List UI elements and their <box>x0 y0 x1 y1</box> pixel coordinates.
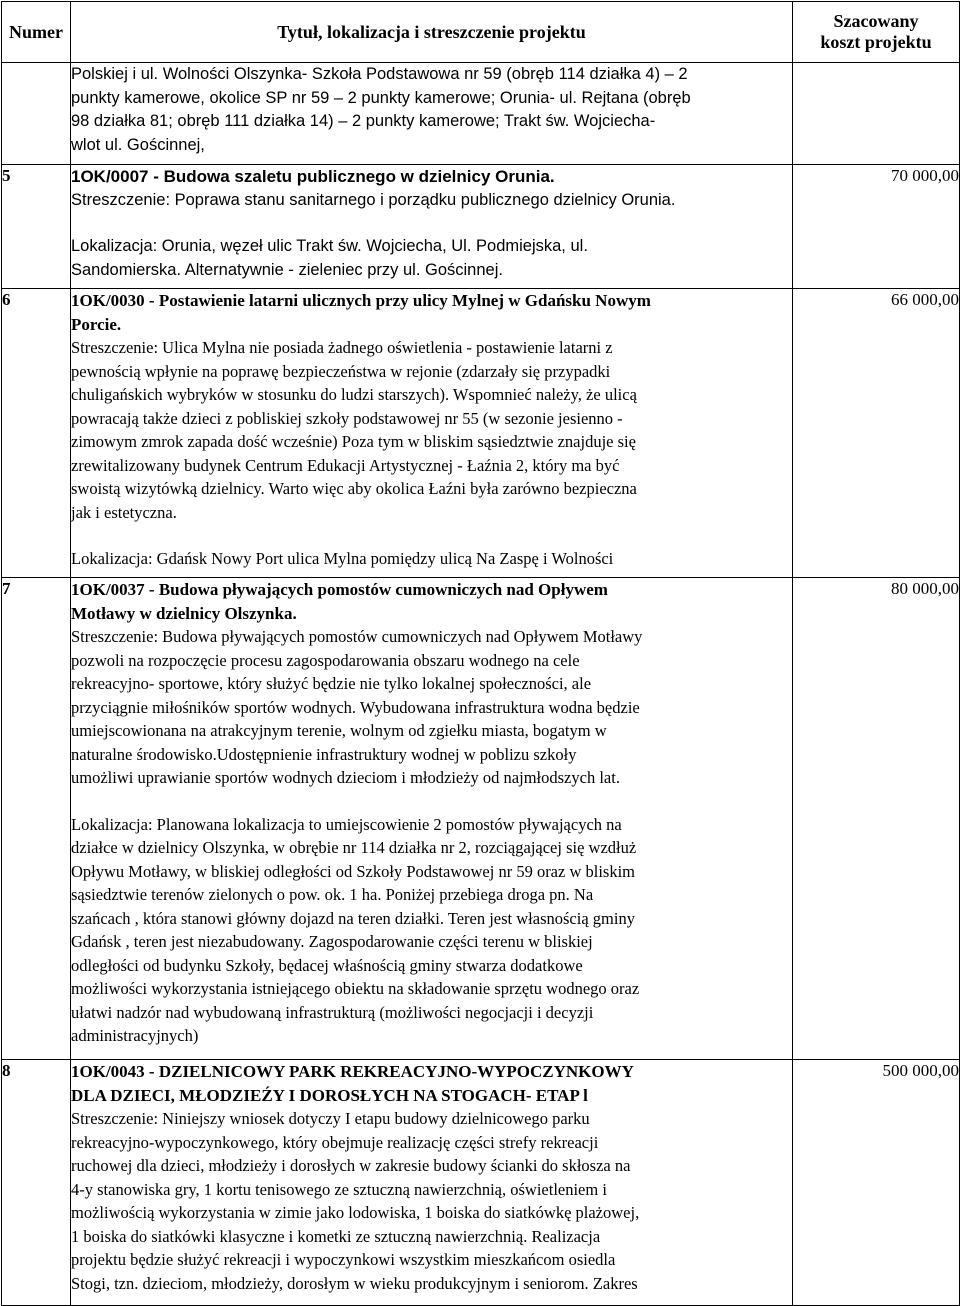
row-number: 6 <box>2 289 71 578</box>
project-location: Lokalizacja: Planowana lokalizacja to umiejscowienie 2 pomostów pływających na <box>71 814 622 834</box>
table-row <box>2 165 960 289</box>
project-location: Lokalizacja: Gdańsk Nowy Port ulica Mylna pomiędzy ulicą Na Zaspę i Wolności <box>71 549 614 568</box>
project-summary: Streszczenie: Ulica Mylna nie posiada żadnego oświetlenia - postawienie latarni z <box>71 338 613 357</box>
row-cost: 500 000,00 <box>793 1060 960 1306</box>
project-summary: umiejscowionana na atrakcyjnym terenie, wolnym od zgiełku miasta, bogatym w <box>71 721 607 740</box>
project-summary: Streszczenie: Poprawa stanu sanitarnego i porządku publicznego dzielnicy Orunia. <box>71 190 676 209</box>
project-summary: umożliwi uprawianie sportów wodnych dzieciom i młodzieży od najmłodszych lat. <box>71 768 620 787</box>
table-row <box>2 289 960 578</box>
row-text-cell <box>71 165 793 289</box>
project-summary: ruchowej dla dzieci, młodzieży i dorosłych w zakresie budowy ścianki do skłosza na <box>71 1156 631 1175</box>
project-summary: rekreacyjno- sportowe, który służyć będzie nie tylko lokalnej społeczności, ale <box>71 674 592 693</box>
project-summary: Streszczenie: Budowa pływających pomostów cumowniczych nad Opływem Motławy <box>71 627 643 646</box>
header-title: Tytuł, lokalizacja i streszczenie projektu <box>71 2 793 63</box>
project-title: 1OK/0037 - Budowa pływających pomostów cumowniczych nad Opływem <box>71 580 608 599</box>
project-summary: Stogi, tzn. dzieciom, młodzieży, dorosłym w wieku produkcyjnym i seniorom. Zakres <box>71 1273 638 1293</box>
project-summary: 1 boiska do siatkówki klasyczne i kometki ze sztuczną nawierzchnią. Realizacja <box>71 1226 601 1246</box>
row-cost: 70 000,00 <box>793 165 960 289</box>
project-summary: pozwoli na rozpoczęcie procesu zagospodarowania obszaru wodnego na cele <box>71 650 580 670</box>
row-cost-cell <box>793 63 960 165</box>
project-summary: chuligańskich wybryków w stosunku do ludzi starszych). Wspomnieć należy, że ulicą <box>71 385 637 404</box>
project-summary: 4-y stanowiska gry, 1 kortu tenisowego ze sztuczną nawierzchnią, oświetleniem i <box>71 1179 607 1199</box>
project-location: Opływu Motławy, w bliskiej odległości od Szkoły Podstawowej nr 59 oraz w bliskim <box>71 861 636 881</box>
row-cost: 66 000,00 <box>793 289 960 578</box>
project-location: Lokalizacja: Orunia, węzeł ulic Trakt św. Wojciecha, Ul. Podmiejska, ul. <box>71 237 588 255</box>
row-number: 7 <box>2 578 71 1060</box>
row-text-cell <box>71 578 793 1060</box>
project-location: Gdańsk , teren jest niezabudowany. Zagospodarowanie części terenu w bliskiej <box>71 932 593 951</box>
row-cost: 80 000,00 <box>793 578 960 1060</box>
project-title: DLA DZIECI, MŁODZIEŹY I DOROSŁYCH NA STOGACH- ETAP l <box>71 1085 588 1105</box>
table-row-continued <box>2 63 960 165</box>
project-location: Sandomierska. Alternatywnie - zieleniec przy ul. Gościnnej. <box>71 260 503 279</box>
project-location: sąsiedztwie terenów zielonych o pow. ok. 1 ha. Poniżej przebiega droga pn. Na <box>71 885 594 904</box>
projects-table <box>1 1 960 1306</box>
text-line: Polskiej i ul. Wolności Olszynka- Szkoła Podstawowa nr 59 (obręb 114 działka 4) – 2 <box>71 65 688 83</box>
text-line: punkty kamerowe, okolice SP nr 59 – 2 punkty kamerowe; Orunia- ul. Rejtana (obręb <box>71 88 691 107</box>
project-title: 1OK/0007 - Budowa szaletu publicznego w dzielnicy Orunia. <box>71 167 555 186</box>
header-number: Numer <box>2 2 71 63</box>
project-summary: naturalne środowisko.Udostępnienie infrastruktury wodnej w poblizu szkoły <box>71 744 577 764</box>
row-text-cell <box>71 63 793 165</box>
project-location: działce w dzielnicy Olszynka, w obrębie nr 114 działka nr 2, rozciągającej się wzdłuż <box>71 838 637 857</box>
project-title: Porcie. <box>71 314 122 334</box>
header-cost-line1: Szacowany <box>833 11 919 31</box>
row-number: 8 <box>2 1060 71 1306</box>
project-summary: przyciągnie miłośników sportów wodnych. Wybudowana infrastruktura wodna będzie <box>71 697 640 717</box>
project-summary: Streszczenie: Niniejszy wniosek dotyczy I etapu budowy dzielnicowego parku <box>71 1109 590 1128</box>
text-line: wlot ul. Gościnnej, <box>71 135 205 154</box>
project-title: 1OK/0030 - Postawienie latarni ulicznych przy ulicy Mylnej w Gdańsku Nowym <box>71 291 651 310</box>
row-number-cell <box>2 63 71 165</box>
project-summary: możliwością wykorzystania w zimie jako lodowiska, 1 boiska do siatkówkę plażowej, <box>71 1203 640 1222</box>
project-summary: projektu będzie służyć rekreacji i wypoczynkowi wszystkim mieszkańcom osiedla <box>71 1250 616 1269</box>
project-summary: swoistą wizytówką dzielnicy. Warto więc aby okolica Łaźni była zarówno bezpieczna <box>71 479 637 498</box>
row-number: 5 <box>2 165 71 289</box>
row-text-cell <box>71 289 793 578</box>
project-summary: zimowym zmrok zapada dość wcześnie) Poza tym w bliskim sąsiedztwie znajduje się <box>71 432 636 451</box>
project-summary: rekreacyjno-wypoczynkowego, który obejmuje realizację części strefy rekreacji <box>71 1132 599 1152</box>
header-cost-line2: koszt projektu <box>820 32 932 52</box>
project-summary: powracają także dzieci z pobliskiej szkoły podstawowej nr 55 (w sezonie jesienno - <box>71 408 623 428</box>
project-title: Motławy w dzielnicy Olszynka. <box>71 603 297 623</box>
project-location: ułatwi nadzór nad wybudowaną infrastrukturą (możliwości negocjacji i decyzji <box>71 1002 594 1022</box>
project-location: odległości od budynku Szkoły, będacej właśnością gminy stwarza dodatkowe <box>71 955 583 975</box>
row-text-cell <box>71 1060 793 1306</box>
project-location: szańcach , która stanowi główny dojazd na teren działki. Teren jest własnością gminy <box>71 908 635 928</box>
table-row <box>2 578 960 1060</box>
project-summary: pewnością wpłynie na poprawę bezpieczeństwa w rejonie (zdarzały się przypadki <box>71 361 611 381</box>
project-summary: zrewitalizowany budynek Centrum Edukacji Artystycznej - Łaźnia 2, który ma być <box>71 455 620 475</box>
table-row <box>2 1060 960 1306</box>
project-title: 1OK/0043 - DZIELNICOWY PARK REKREACYJNO-WYPOCZYNKOWY <box>71 1062 634 1081</box>
project-location: możliwości wykorzystania istniejącego obiektu na składowanie sprzętu wodnego oraz <box>71 979 640 998</box>
project-summary: jak i estetyczna. <box>71 502 177 522</box>
table-header-row <box>2 2 960 63</box>
text-line: 98 działka 81; obręb 111 działka 14) – 2 punkty kamerowe; Trakt św. Wojciecha- <box>71 112 656 130</box>
header-cost <box>793 2 960 63</box>
project-location: administracyjnych) <box>71 1026 199 1045</box>
